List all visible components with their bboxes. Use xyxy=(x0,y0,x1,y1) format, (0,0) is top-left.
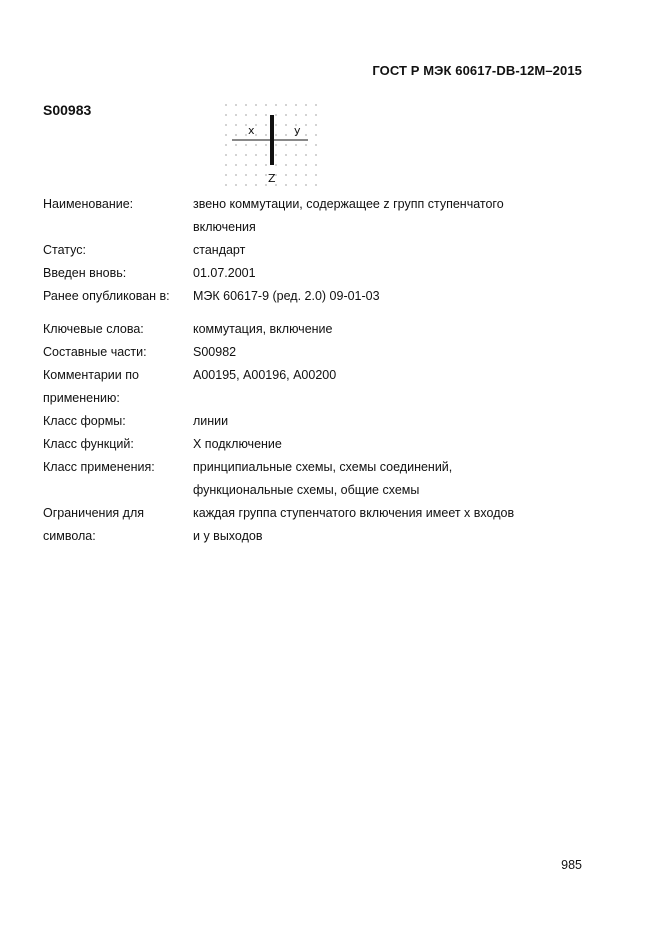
grid-dot xyxy=(225,134,226,135)
property-value: 01.07.2001 xyxy=(193,266,256,280)
grid-dot xyxy=(305,104,306,105)
grid-dot xyxy=(315,124,316,125)
property-value: А00195, А00196, А00200 xyxy=(193,368,337,382)
grid-dot xyxy=(265,114,266,115)
grid-dot xyxy=(245,144,246,145)
grid-dot xyxy=(225,184,226,185)
grid-dot xyxy=(285,144,286,145)
property-row-introduced xyxy=(43,262,563,285)
grid-dot xyxy=(315,184,316,185)
symbol-code: S00983 xyxy=(43,102,92,118)
grid-dot xyxy=(245,104,246,105)
grid-dot xyxy=(235,154,236,155)
property-row-name xyxy=(43,193,563,239)
grid-dot xyxy=(225,114,226,115)
grid-dot xyxy=(295,154,296,155)
grid-dot xyxy=(315,154,316,155)
label-x: x xyxy=(248,124,255,137)
property-row-previously-published xyxy=(43,285,563,308)
grid-dot xyxy=(255,164,256,165)
grid-dot xyxy=(235,164,236,165)
grid-dot xyxy=(255,104,256,105)
grid-dot xyxy=(285,124,286,125)
grid-dot xyxy=(235,134,236,135)
grid-dot xyxy=(275,124,276,125)
symbol-figure xyxy=(222,100,328,192)
grid-dot xyxy=(245,164,246,165)
grid-dot xyxy=(225,124,226,125)
grid-dot xyxy=(265,164,266,165)
switching-stage-bar xyxy=(270,115,274,165)
grid-dot xyxy=(285,184,286,185)
grid-dot xyxy=(235,114,236,115)
label-z: Z xyxy=(268,172,276,185)
grid-dot xyxy=(235,184,236,185)
grid-dot xyxy=(285,174,286,175)
grid-dot xyxy=(265,104,266,105)
grid-dot xyxy=(285,114,286,115)
property-row-application-class xyxy=(43,456,563,502)
grid-dot xyxy=(305,184,306,185)
property-label: Составные части: xyxy=(43,345,147,359)
grid-dot xyxy=(315,174,316,175)
grid-dot xyxy=(315,104,316,105)
grid-dot xyxy=(275,134,276,135)
grid-dot xyxy=(265,124,266,125)
property-value: линии xyxy=(193,414,229,428)
property-label: Введен вновь: xyxy=(43,266,127,280)
property-label: Класс применения: xyxy=(43,460,155,474)
grid-dot xyxy=(305,174,306,175)
grid-dot xyxy=(225,174,226,175)
grid-dot xyxy=(225,154,226,155)
grid-dot xyxy=(295,164,296,165)
grid-dot xyxy=(305,164,306,165)
grid-dot xyxy=(315,134,316,135)
property-label: Класс формы: xyxy=(43,414,126,428)
grid-dot xyxy=(275,174,276,175)
grid-dot xyxy=(235,144,236,145)
grid-dot xyxy=(275,154,276,155)
grid-dot xyxy=(305,114,306,115)
property-value: каждая группа ступенчатого включения имеет x входов и y выходов xyxy=(193,506,515,543)
property-label: Статус: xyxy=(43,243,86,257)
grid-dot xyxy=(235,104,236,105)
grid-dot xyxy=(275,104,276,105)
grid-dot xyxy=(305,144,306,145)
grid-dot xyxy=(265,184,266,185)
property-row-components xyxy=(43,341,563,364)
grid-dot xyxy=(275,164,276,165)
property-row-keywords xyxy=(43,318,563,341)
grid-dot xyxy=(295,184,296,185)
grid-dot xyxy=(225,164,226,165)
grid-dot xyxy=(305,124,306,125)
property-value: принципиальные схемы, схемы соединений, функциональные схемы, общие схемы xyxy=(193,460,453,497)
grid-dot xyxy=(255,144,256,145)
grid-dot xyxy=(265,134,266,135)
grid-dot xyxy=(255,154,256,155)
grid-dot xyxy=(265,154,266,155)
grid-dot xyxy=(255,174,256,175)
property-value: МЭК 60617-9 (ред. 2.0) 09-01-03 xyxy=(193,289,380,303)
grid-dot xyxy=(305,134,306,135)
property-row-restrictions xyxy=(43,502,563,548)
property-label: Ограничения для символа: xyxy=(43,506,145,543)
property-value: S00982 xyxy=(193,345,237,359)
grid-dot xyxy=(265,144,266,145)
property-row-function-class xyxy=(43,433,563,456)
grid-dot xyxy=(245,174,246,175)
grid-dot xyxy=(315,114,316,115)
grid-dot xyxy=(235,124,236,125)
property-value: X подключение xyxy=(193,437,282,451)
grid-dot xyxy=(295,174,296,175)
grid-dot xyxy=(225,104,226,105)
grid-dot xyxy=(295,104,296,105)
grid-dot xyxy=(255,124,256,125)
grid-dot xyxy=(245,184,246,185)
property-label: Ключевые слова: xyxy=(43,322,144,336)
grid-dot xyxy=(315,164,316,165)
property-label: Наименование: xyxy=(43,197,134,211)
property-row-application-notes xyxy=(43,364,563,410)
grid-dot xyxy=(295,114,296,115)
property-label: Комментарии по применению: xyxy=(43,368,139,405)
grid-dot xyxy=(235,174,236,175)
grid-dot xyxy=(275,114,276,115)
property-row-status xyxy=(43,239,563,262)
grid-dot xyxy=(265,174,266,175)
grid-dot xyxy=(245,124,246,125)
grid-dot xyxy=(285,164,286,165)
property-value: звено коммутации, содержащее z групп ступенчатого включения xyxy=(193,197,504,234)
properties-table xyxy=(43,193,563,548)
grid-dot xyxy=(255,114,256,115)
document-header: ГОСТ Р МЭК 60617-DB-12M–2015 xyxy=(372,63,582,78)
grid-dot xyxy=(295,144,296,145)
grid-dot xyxy=(245,134,246,135)
property-value: стандарт xyxy=(193,243,246,257)
grid-dot xyxy=(275,184,276,185)
grid-dot xyxy=(245,154,246,155)
page-number: 985 xyxy=(561,858,582,872)
grid-dot xyxy=(225,144,226,145)
property-label: Класс функций: xyxy=(43,437,134,451)
grid-dot xyxy=(285,134,286,135)
grid-dot xyxy=(315,144,316,145)
grid-dot xyxy=(255,184,256,185)
grid-dot xyxy=(275,144,276,145)
grid-dot xyxy=(305,154,306,155)
grid-dot xyxy=(285,154,286,155)
grid-dot xyxy=(255,134,256,135)
label-y: y xyxy=(294,124,301,137)
property-value: коммутация, включение xyxy=(193,322,333,336)
property-row-shape-class xyxy=(43,410,563,433)
grid-dot xyxy=(245,114,246,115)
property-label: Ранее опубликован в: xyxy=(43,289,170,303)
grid-dot xyxy=(285,104,286,105)
